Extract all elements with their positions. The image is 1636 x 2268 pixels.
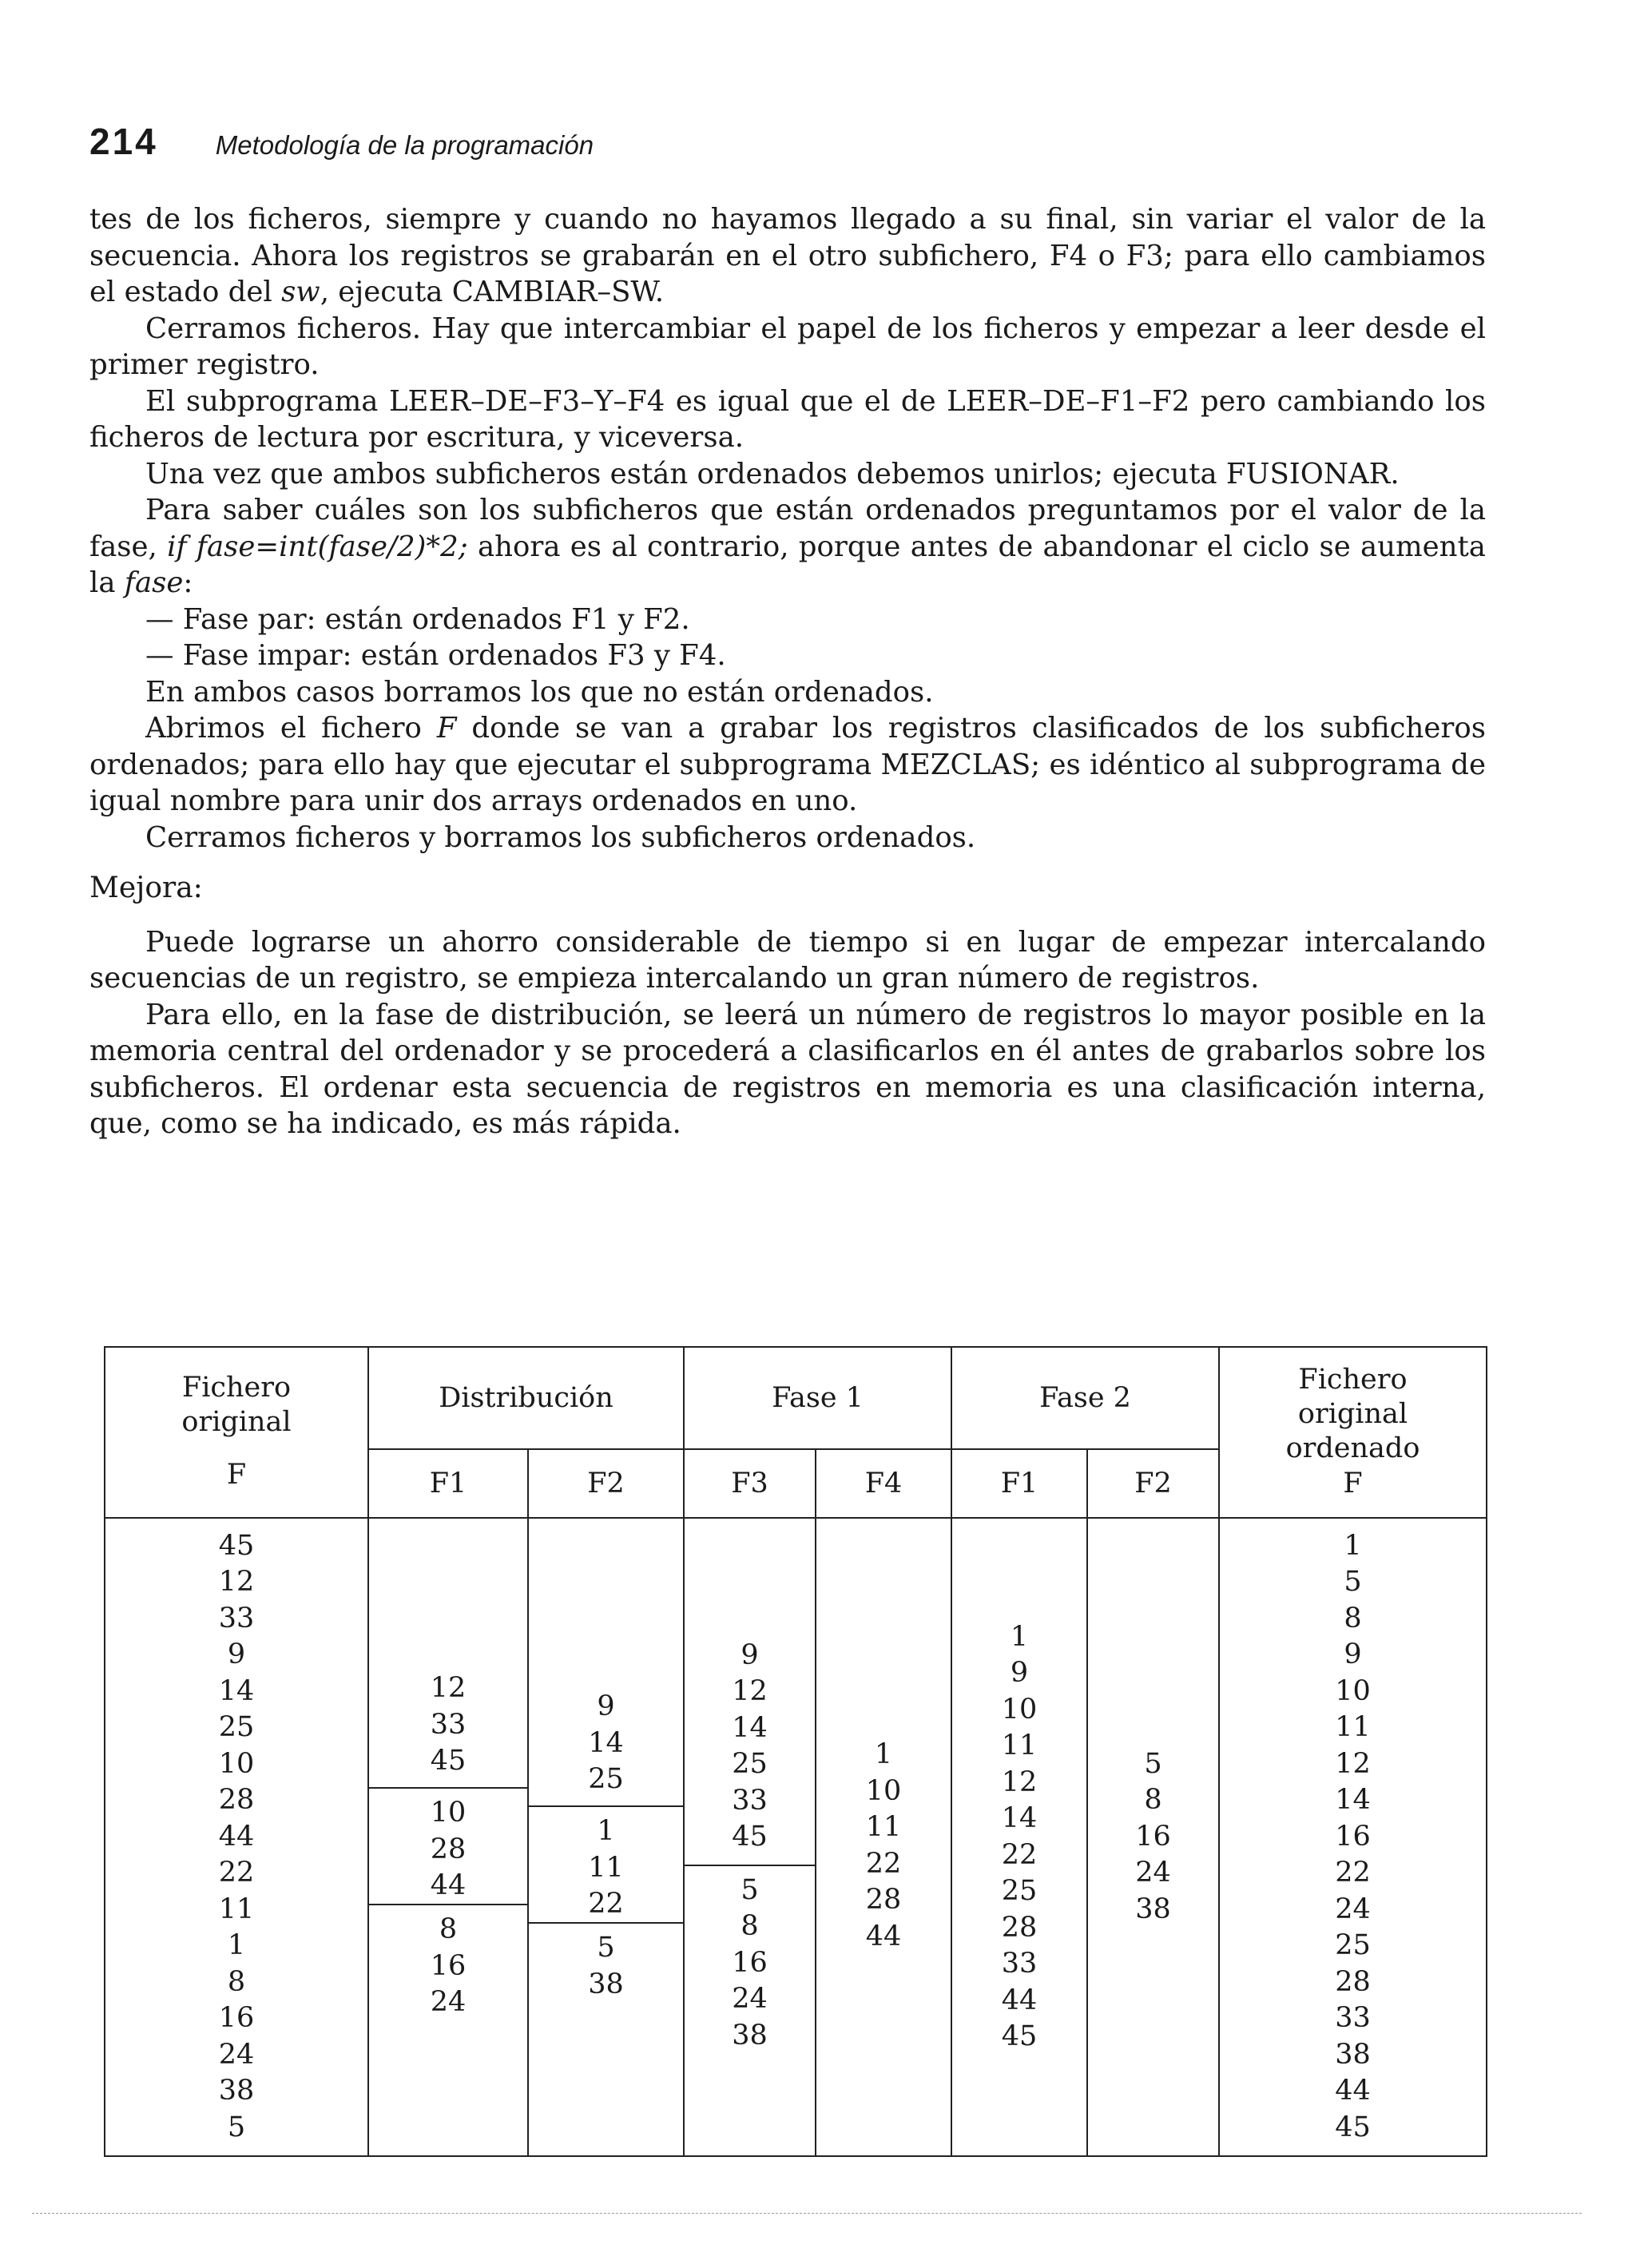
table-value: 9 [741, 1638, 759, 1671]
dash-item: — Fase par: están ordenados F1 y F2. [145, 602, 690, 636]
column-original-f [105, 1518, 368, 2156]
table-value: 16 [1135, 1820, 1171, 1853]
table-value: 45 [1335, 2111, 1371, 2143]
paragraph: Una vez que ambos subficheros están ordenados debemos unirlos; ejecuta FUSIONAR. [145, 457, 1400, 491]
table-value: 38 [732, 2019, 768, 2052]
table-value: 1 [597, 1815, 615, 1847]
table-value: 10 [865, 1774, 902, 1807]
table-value: 12 [1335, 1747, 1371, 1780]
run-block [369, 1651, 527, 1789]
table-value: 24 [218, 2038, 255, 2071]
table-value: 12 [1001, 1766, 1038, 1798]
table-value: 11 [1001, 1730, 1038, 1762]
table-value: 25 [732, 1748, 768, 1781]
section-heading: Mejora: [89, 872, 203, 904]
column-fase1-f3 [684, 1518, 816, 2156]
table-value: 11 [865, 1811, 902, 1843]
table-value: 8 [1144, 1784, 1162, 1817]
table-value: 33 [732, 1784, 768, 1817]
paragraph: tes de los ficheros, siempre y cuando no hayamos llegado a su final, sin variar el valor de la secuencia. Ahora los registros se grabarán en el otro subfichero, F4 o F3; para ello cambiamos el estado del sw, ejecuta CAMBIAR–SW. [89, 203, 1486, 308]
run-block [685, 1866, 815, 2056]
table-value: 14 [218, 1674, 255, 1707]
table-value: 45 [430, 1745, 467, 1777]
table-value: 1 [1344, 1529, 1362, 1562]
header-f2: F2 [528, 1449, 684, 1518]
header-f4: F4 [816, 1449, 951, 1518]
page-number: 214 [89, 121, 158, 162]
table-value: 24 [430, 1986, 467, 2019]
table-value: 16 [218, 2002, 255, 2035]
table-value: 25 [1001, 1875, 1038, 1907]
table-value: 44 [1335, 2075, 1371, 2107]
paragraph: Cerramos ficheros. Hay que intercambiar el papel de los ficheros y empezar a leer desde el primer registro. [89, 312, 1486, 381]
run-block [529, 1924, 683, 2004]
table-value: 5 [741, 1873, 759, 1906]
header-fase1: Fase 1 [684, 1347, 951, 1449]
column-dist-f2 [528, 1518, 684, 2156]
table-value: 10 [1335, 1674, 1371, 1707]
header-f2-fase2: F2 [1087, 1449, 1219, 1518]
table-value: 8 [227, 1965, 246, 1998]
table-value: 10 [430, 1797, 467, 1829]
header-f3: F3 [684, 1449, 816, 1518]
table-value: 44 [218, 1820, 255, 1853]
table-value: 24 [1335, 1893, 1371, 1925]
table-value: 45 [1001, 2020, 1038, 2052]
paragraph: Para ello, en la fase de distribución, se leerá un número de registros lo mayor posible en la memoria central del ordenador y se procederá a clasificarlos en él antes de grabarlos sobre los subficheros. El ordenar esta secuencia de registros en memoria es una clasificación interna, que, como se ha indicado, es más rápida. [89, 998, 1486, 1140]
table-value: 38 [1135, 1893, 1171, 1925]
table-value: 24 [1135, 1857, 1171, 1889]
table-value: 5 [227, 2111, 246, 2143]
table-value: 14 [732, 1711, 768, 1744]
table-value: 9 [597, 1690, 615, 1722]
table-value: 12 [732, 1675, 768, 1708]
table-value: 22 [865, 1847, 902, 1880]
table-value: 38 [1335, 2038, 1371, 2071]
inline-code: if fase=int(fase/2)*2; [167, 530, 468, 563]
page-bottom-rule [32, 2213, 1582, 2214]
table-value: 28 [218, 1784, 255, 1817]
table-value: 25 [1335, 1929, 1371, 1962]
column-fase1-f4 [816, 1518, 951, 2156]
dash-item: — Fase impar: están ordenados F3 y F4. [145, 639, 726, 672]
table-value: 28 [1335, 1965, 1371, 1998]
table-value: 12 [218, 1566, 255, 1599]
table-value: 14 [588, 1726, 624, 1759]
run-block [529, 1670, 683, 1807]
paragraph: Abrimos el fichero F donde se van a grabar los registros clasificados de los subficheros ordenados; para ello hay que ejecutar el subprograma MEZCLAS; es idéntico al subprograma de igual nombre para unir dos arrays ordenados en uno. [89, 712, 1486, 817]
table-value: 45 [218, 1529, 255, 1562]
table-value: 11 [588, 1851, 624, 1884]
table-value: 5 [597, 1932, 615, 1964]
table-value: 28 [1001, 1911, 1038, 1944]
table-value: 28 [430, 1833, 467, 1865]
table-value: 11 [1335, 1711, 1371, 1744]
table-value: 14 [1335, 1784, 1371, 1817]
table-value: 5 [1144, 1747, 1162, 1780]
header-f1: F1 [368, 1449, 528, 1518]
paragraph: En ambos casos borramos los que no están ordenados. [145, 675, 934, 709]
table-value: 22 [1335, 1857, 1371, 1889]
table-value: 33 [218, 1602, 255, 1634]
table-value: 25 [588, 1763, 624, 1795]
column-sorted-f [1219, 1518, 1487, 2156]
run-block [685, 1619, 815, 1866]
table-value: 16 [430, 1949, 467, 1982]
run-block [529, 1807, 683, 1924]
run-block [369, 1789, 527, 1905]
column-fase2-f1 [951, 1518, 1087, 2156]
table-value: 45 [732, 1821, 768, 1853]
column-fase2-f2 [1087, 1518, 1219, 2156]
run-block [369, 1905, 527, 2023]
paragraph: Puede lograrse un ahorro considerable de tiempo si en lugar de empezar intercalando secuencias de un registro, se empieza intercalando un gran número de registros. [89, 925, 1486, 995]
table-value: 38 [218, 2075, 255, 2107]
table-value: 1 [874, 1738, 893, 1770]
table-value: 14 [1001, 1802, 1038, 1834]
header-original: Fichero original F [105, 1347, 368, 1518]
table-value: 8 [439, 1913, 458, 1946]
table-value: 33 [430, 1708, 467, 1741]
table-value: 25 [218, 1711, 255, 1744]
table-value: 8 [1344, 1602, 1362, 1634]
paragraph: El subprograma LEER–DE–F3–Y–F4 es igual que el de LEER–DE–F1–F2 pero cambiando los ficheros de lectura por escritura, y viceversa. [89, 384, 1486, 454]
table-value: 8 [741, 1910, 759, 1943]
table-value: 5 [1344, 1566, 1362, 1599]
paragraph: Para saber cuáles son los subficheros que están ordenados preguntamos por el valor de la fase, if fase=int(fase/2)*2; ahora es al contrario, porque antes de abandonar el ciclo se aumenta la fase: [89, 494, 1486, 599]
table-value: 12 [430, 1672, 467, 1705]
table-value: 44 [1001, 1984, 1038, 2016]
sort-example-table [104, 1346, 1487, 2157]
table-value: 10 [218, 1747, 255, 1780]
table-value: 9 [227, 1638, 246, 1671]
table-value: 16 [732, 1946, 768, 1979]
table-value: 10 [1001, 1693, 1038, 1726]
body-text [89, 201, 1486, 1142]
table-value: 16 [1335, 1820, 1371, 1853]
table-value: 28 [865, 1884, 902, 1916]
table-value: 22 [588, 1888, 624, 1920]
table-value: 22 [218, 1857, 255, 1889]
column-dist-f1 [368, 1518, 528, 2156]
run-block [816, 1718, 951, 1956]
table-value: 1 [227, 1929, 246, 1962]
page-header [89, 120, 1575, 163]
header-fase2: Fase 2 [951, 1347, 1219, 1449]
header-ordenado: Fichero original ordenado F [1219, 1347, 1487, 1518]
header-distribucion: Distribución [368, 1347, 684, 1449]
table-value: 38 [588, 1968, 624, 2000]
table-value: 33 [1335, 2002, 1371, 2035]
table-value: 1 [1010, 1620, 1029, 1653]
table-value: 9 [1344, 1638, 1362, 1671]
table-value: 9 [1010, 1657, 1029, 1689]
running-title: Metodología de la programación [215, 130, 594, 160]
table-value: 33 [1001, 1948, 1038, 1980]
paragraph: Cerramos ficheros y borramos los subficheros ordenados. [145, 820, 976, 854]
table-value: 24 [732, 1983, 768, 2016]
table-value: 44 [430, 1869, 467, 1902]
table-value: 11 [218, 1893, 255, 1925]
table-value: 44 [865, 1920, 902, 1952]
table-value: 22 [1001, 1838, 1038, 1871]
header-f1-fase2: F1 [951, 1449, 1087, 1518]
